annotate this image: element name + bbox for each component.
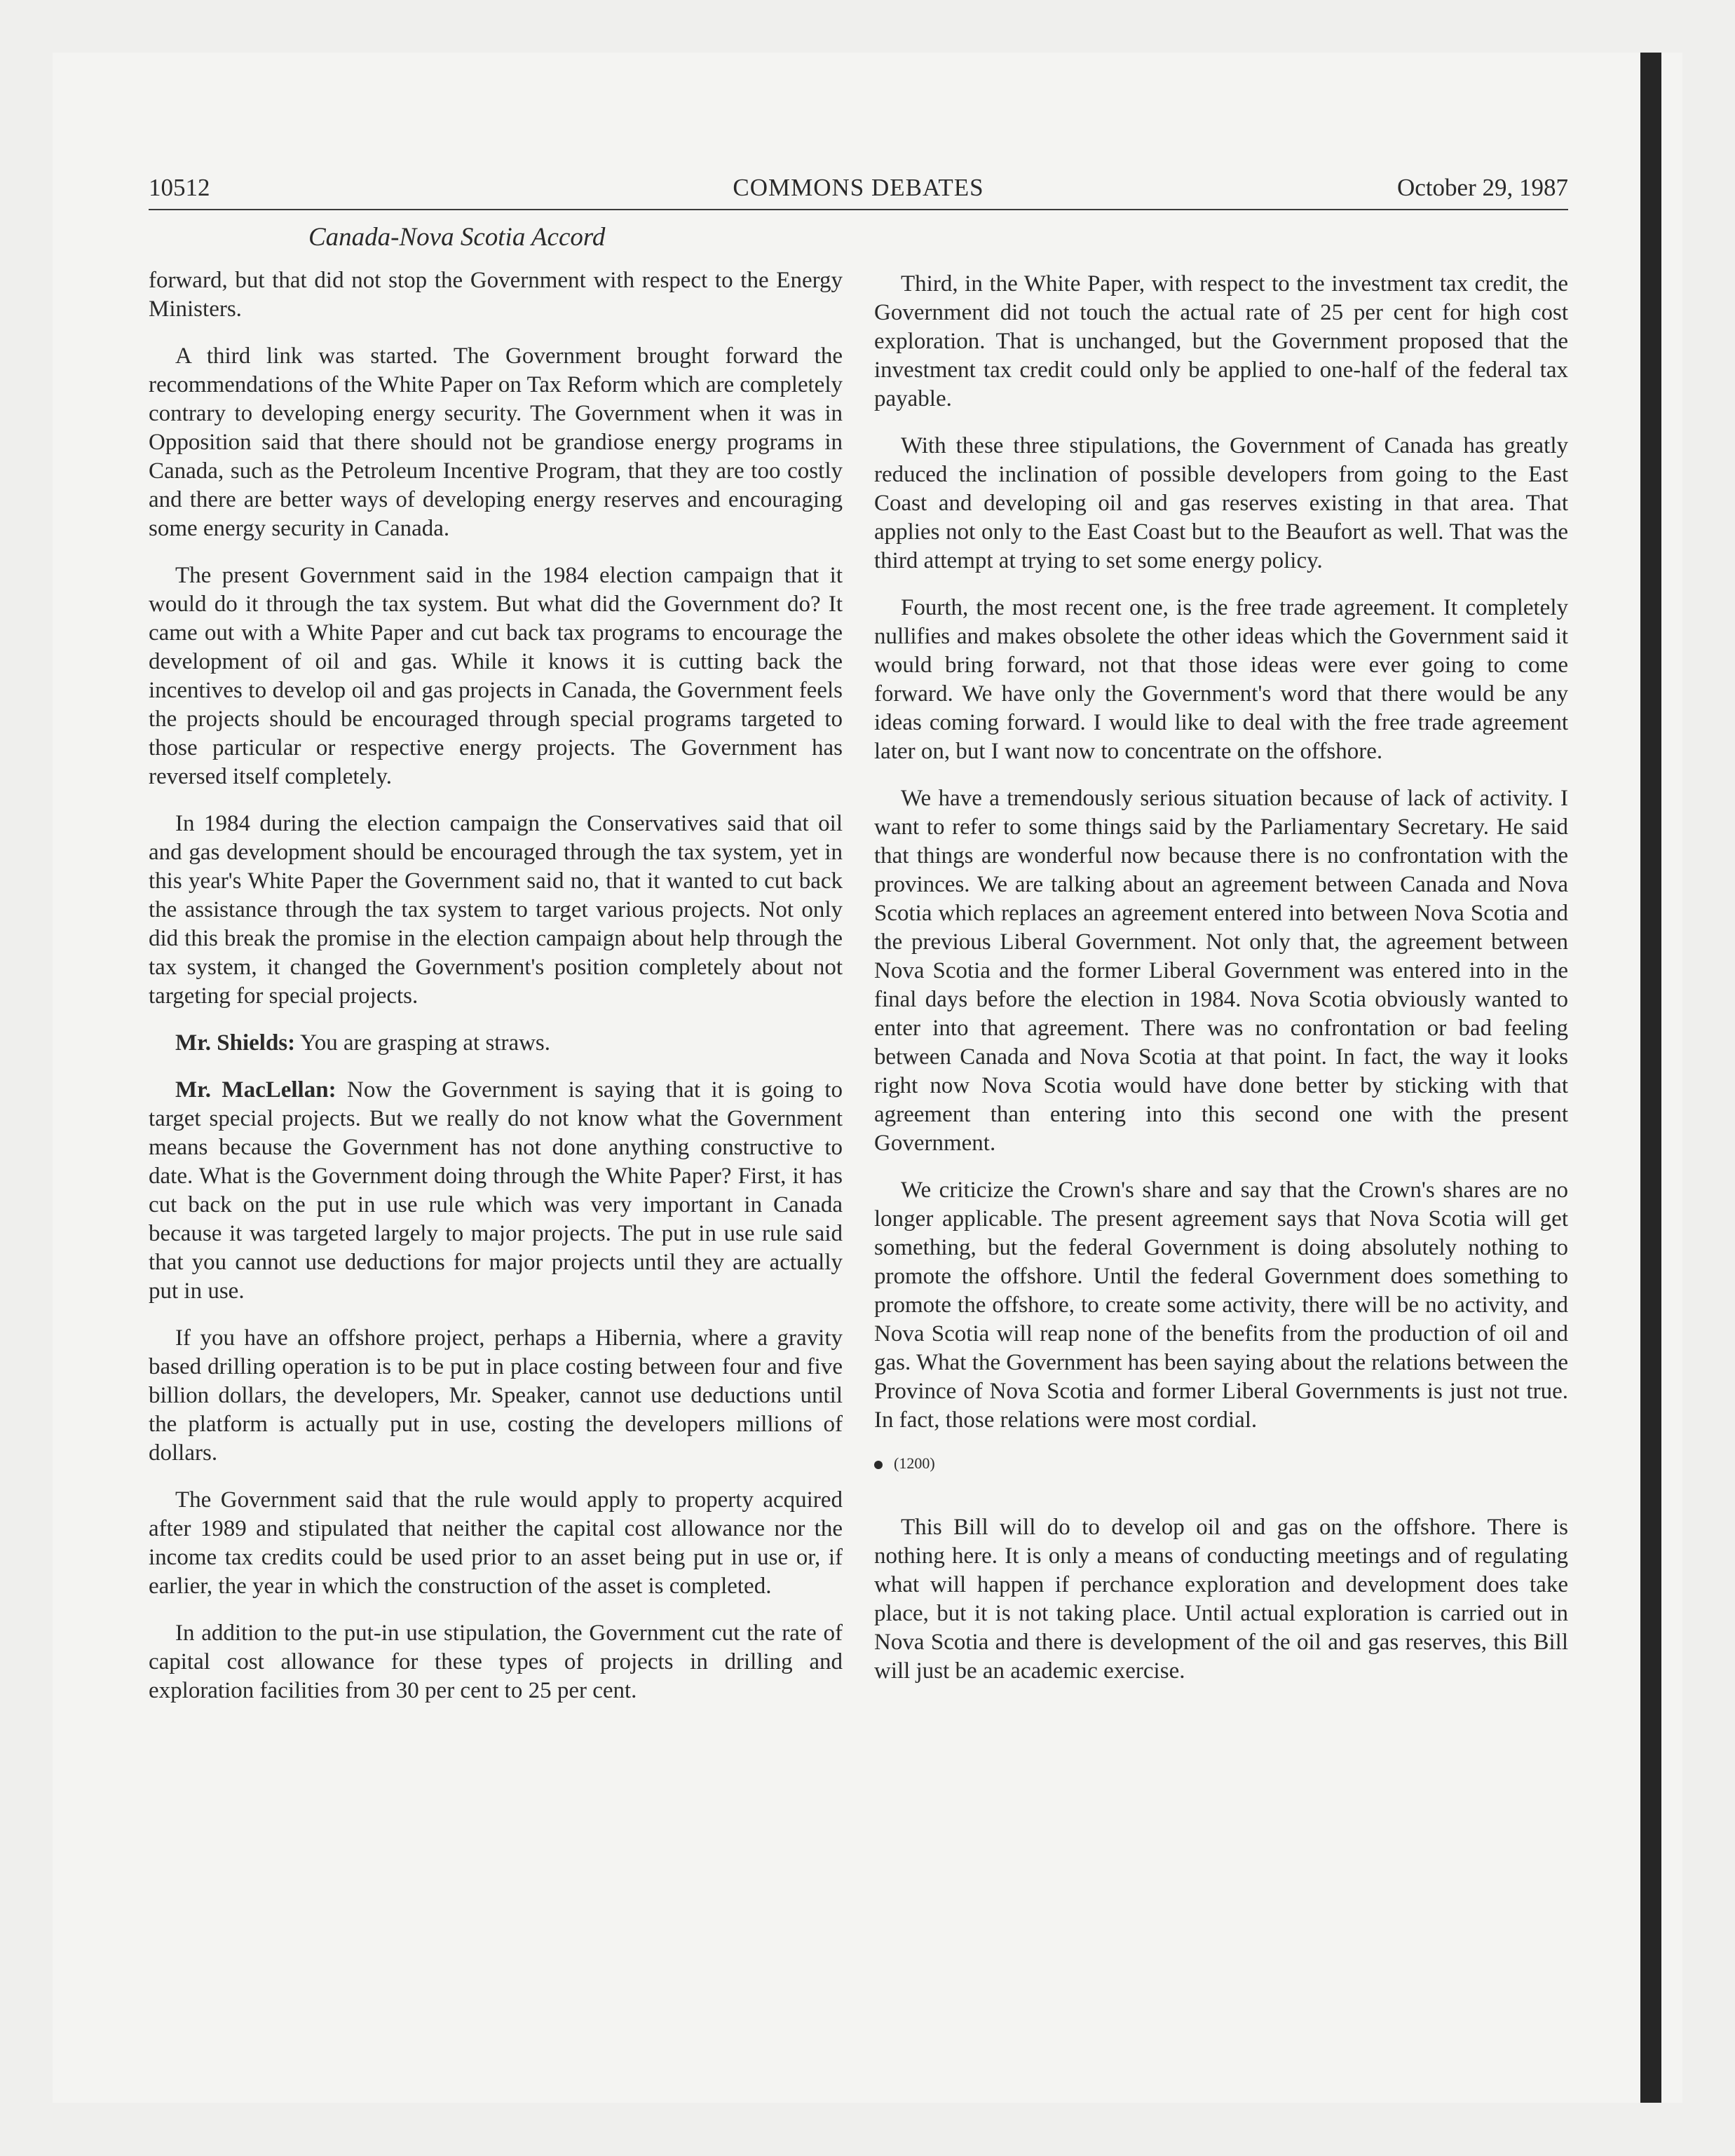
running-title: Canada-Nova Scotia Accord [308, 223, 606, 252]
paragraph: We criticize the Crown's share and say that the Crown's shares are no longer applicable. The present agreement says that Nova Scotia will get something, but the federal Government is doing absolutely nothing to promote the offshore. Until the federal Government does something to promote the offshore, to create some activity, there will be no activity, and Nova Scotia will reap none of the benefits from the production of oil and gas. What the Government has been saying about the relations between the Province of Nova Scotia and former Liberal Governments is just not true. In fact, those relations were most cordial. [874, 1178, 1568, 1433]
paragraph: We have a tremendously serious situation because of lack of activity. I want to refer to some things said by the Parliamentary Secretary. He said that things are wonderful now because there is no confrontation with the provinces. We are talking about an agreement between Canada and Nova Scotia which replaces an agreement entered into between Nova Scotia and the previous Liberal Government. Not only that, the agreement between Nova Scotia and the former Liberal Government was entered into in the final days before the election in 1984. Nova Scotia obviously wanted to enter into that agreement. There was no confrontation or bad feeling between Canada and Nova Scotia at that point. In fact, the way it looks right now Nova Scotia would have done better by sticking with that agreement than entering into this second one with the present Government. [874, 786, 1568, 1156]
speech-maclellan [149, 1076, 843, 1306]
right-column [874, 270, 1568, 1704]
bullet-icon [874, 1461, 883, 1469]
scan-edge-bar [1640, 53, 1661, 2103]
speaker-name: Mr. MacLellan: [175, 1077, 336, 1103]
paragraph: If you have an offshore project, perhaps a Hibernia, where a gravity based drilling operation is to be put in place costing between four and five billion dollars, the developers, Mr. Speaker, cannot use deductions until the platform is actually put in use, costing the developers millions of dollars. [149, 1325, 843, 1466]
paragraph: The Government said that the rule would apply to property acquired after 1989 and stipulated that neither the capital cost allowance nor the income tax credits could be used prior to an asset being put in use or, if earlier, the year in which the construction of the asset is completed. [149, 1487, 843, 1599]
publication-date: October 29, 1987 [1397, 174, 1568, 201]
left-column [149, 266, 843, 1724]
paragraph: This Bill will do to develop oil and gas on the offshore. There is nothing here. It is only a means of conducting meetings and of regulating what will happen if perchance exploration and development does take place, but it is not taking place. Until actual exploration is carried out in Nova Scotia and there is development of the oil and gas reserves, this Bill will just be an academic exercise. [874, 1515, 1568, 1684]
paragraph: A third link was started. The Government brought forward the recommendations of the White Paper on Tax Reform which are completely contrary to developing energy security. The Government when it was in Opposition said that there should not be grandiose energy programs in Canada, such as the Petroleum Incentive Program, that they are too costly and there are better ways of developing energy reserves and encouraging some energy security in Canada. [149, 343, 843, 541]
speech-shields [149, 1029, 843, 1058]
paragraph: In 1984 during the election campaign the Conservatives said that oil and gas development should be encouraged through the tax system, yet in this year's White Paper the Government said no, that it wanted to cut back the assistance through the tax system to target various projects. Not only did this break the promise in the election campaign about help through the tax system, it changed the Government's position completely about not targeting for special projects. [149, 811, 843, 1009]
paragraph: Third, in the White Paper, with respect to the investment tax credit, the Government did not touch the actual rate of 25 per cent for high cost exploration. That is unchanged, but the Government proposed that the investment tax credit could only be applied to one-half of the federal tax payable. [874, 271, 1568, 411]
publication-title: COMMONS DEBATES [733, 174, 984, 201]
speech-text: Now the Government is saying that it is going to target special projects. But we really do not know what the Government means because the Government has not done anything constructive to date. What is the Government doing through the White Paper? First, it has cut back on the put in use rule which was very important in Canada because it was targeted largely to major projects. The put in use rule said that you cannot use deductions for major projects until they are actually put in use. [149, 1077, 843, 1304]
paragraph: In addition to the put-in use stipulation, the Government cut the rate of capital cost allowance for these types of projects in drilling and exploration facilities from 30 per cent to 25 per cent. [149, 1621, 843, 1703]
paragraph: Fourth, the most recent one, is the free trade agreement. It completely nullifies and makes obsolete the other ideas which the Government said it would bring forward, not that those ideas were ever going to come forward. We have only the Government's word that there would be any ideas coming forward. I would like to deal with the free trade agreement later on, but I want now to concentrate on the offshore. [874, 595, 1568, 764]
page-number: 10512 [149, 174, 210, 201]
time-marker-text: (1200) [894, 1454, 935, 1472]
speaker-name: Mr. Shields: [175, 1030, 296, 1056]
page-header [149, 167, 1568, 210]
paragraph: With these three stipulations, the Government of Canada has greatly reduced the inclination of possible developers from going to the East Coast and developing oil and gas reserves existing in that area. That applies not only to the East Coast but to the Beaufort as well. That was the third attempt at trying to set some energy policy. [874, 433, 1568, 573]
speech-text: You are grasping at straws. [300, 1030, 551, 1056]
time-marker [874, 1453, 1568, 1474]
paragraph: forward, but that did not stop the Government with respect to the Energy Ministers. [149, 268, 843, 322]
paragraph: The present Government said in the 1984 election campaign that it would do it through the tax system. But what did the Government do? It came out with a White Paper and cut back tax programs to encourage the development of oil and gas. While it knows it is cutting back the incentives to develop oil and gas projects in Canada, the Government feels the projects should be encouraged through special programs targeted to those particular or respective energy projects. The Government has reversed itself completely. [149, 563, 843, 789]
